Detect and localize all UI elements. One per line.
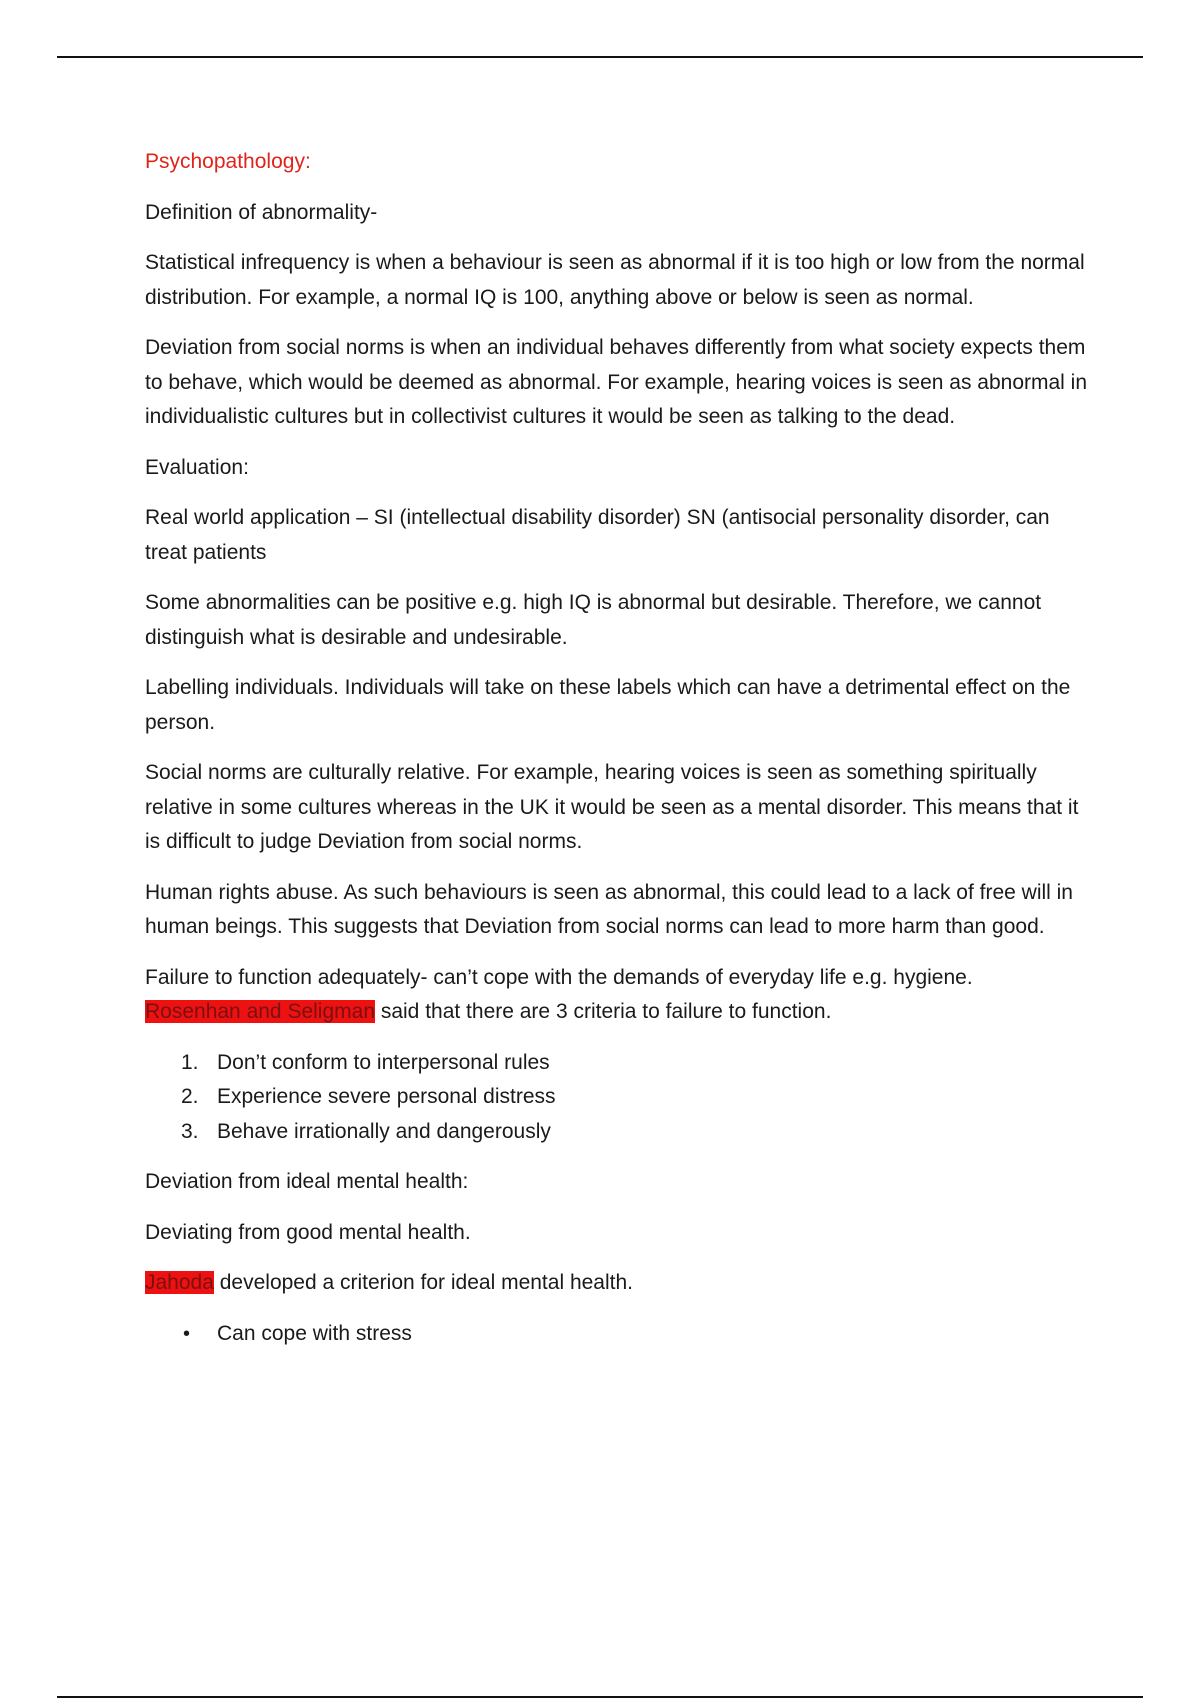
jahoda-text: developed a criterion for ideal mental health. — [213, 1271, 633, 1294]
paragraph-failure-to-function — [145, 961, 1095, 1030]
list-number: 1. — [181, 1050, 199, 1074]
criteria-intro-text: said that there are 3 criteria to failure to function. — [375, 1000, 832, 1023]
list-item — [145, 1317, 1095, 1352]
paragraph-deviating-good-health: Deviating from good mental health. — [145, 1220, 471, 1244]
list-item-text: Behave irrationally and dangerously — [217, 1119, 551, 1143]
paragraph-human-rights: Human rights abuse. As such behaviours is seen as abnormal, this could lead to a lack of free will in human beings. This suggests that Deviation from social norms can lead to more harm than good. — [145, 880, 1073, 938]
document-title: Psychopathology: — [145, 150, 311, 173]
paragraph-jahoda — [145, 1266, 1095, 1301]
footer-rule — [57, 1696, 1143, 1698]
header-rule — [57, 56, 1143, 58]
list-item — [145, 1046, 1095, 1081]
paragraph-positive-abnormalities: Some abnormalities can be positive e.g. high IQ is abnormal but desirable. Therefore, we cannot distinguish what is desirable and undesirable. — [145, 591, 1042, 649]
paragraph-definition: Definition of abnormality- — [145, 200, 378, 224]
paragraph-evaluation-heading: Evaluation: — [145, 455, 249, 479]
highlight-rosenhan-seligman: Rosenhan and Seligman — [145, 1000, 375, 1023]
list-item-text: Can cope with stress — [217, 1321, 412, 1345]
paragraph-labelling: Labelling individuals. Individuals will take on these labels which can have a detrimental effect on the person. — [145, 676, 1071, 734]
ideal-health-list — [145, 1317, 1095, 1352]
paragraph-real-world-application: Real world application – SI (intellectual disability disorder) SN (antisocial personality disorder, can treat patients — [145, 506, 1050, 564]
paragraph-ideal-mental-health: Deviation from ideal mental health: — [145, 1170, 469, 1193]
failure-to-function-text: Failure to function adequately- can’t cope with the demands of everyday life e.g. hygiene. — [145, 965, 973, 989]
document-body — [145, 145, 1095, 1367]
list-item — [145, 1115, 1095, 1150]
bullet-icon: • — [183, 1322, 191, 1345]
list-number: 3. — [181, 1119, 199, 1143]
list-item-text: Don’t conform to interpersonal rules — [217, 1050, 550, 1074]
paragraph-deviation-social-norms: Deviation from social norms is when an individual behaves differently from what society expects them to behave, which would be deemed as abnormal. For example, hearing voices is seen as abnormal in individualistic cultures but in collectivist cultures it would be seen as talking to the dead. — [145, 336, 1088, 428]
paragraph-statistical-infrequency: Statistical infrequency is when a behaviour is seen as abnormal if it is too high or low from the normal distribution. For example, a normal IQ is 100, anything above or below is seen as normal. — [145, 251, 1085, 309]
list-item — [145, 1080, 1095, 1115]
list-item-text: Experience severe personal distress — [217, 1085, 556, 1108]
highlight-jahoda: Jahoda — [145, 1271, 214, 1294]
paragraph-cultural-relativity: Social norms are culturally relative. For example, hearing voices is seen as something spiritually relative in some cultures whereas in the UK it would be seen as a mental disorder. This means that it is difficult to judge Deviation from social norms. — [145, 761, 1079, 853]
criteria-list — [145, 1046, 1095, 1150]
list-number: 2. — [181, 1085, 199, 1108]
